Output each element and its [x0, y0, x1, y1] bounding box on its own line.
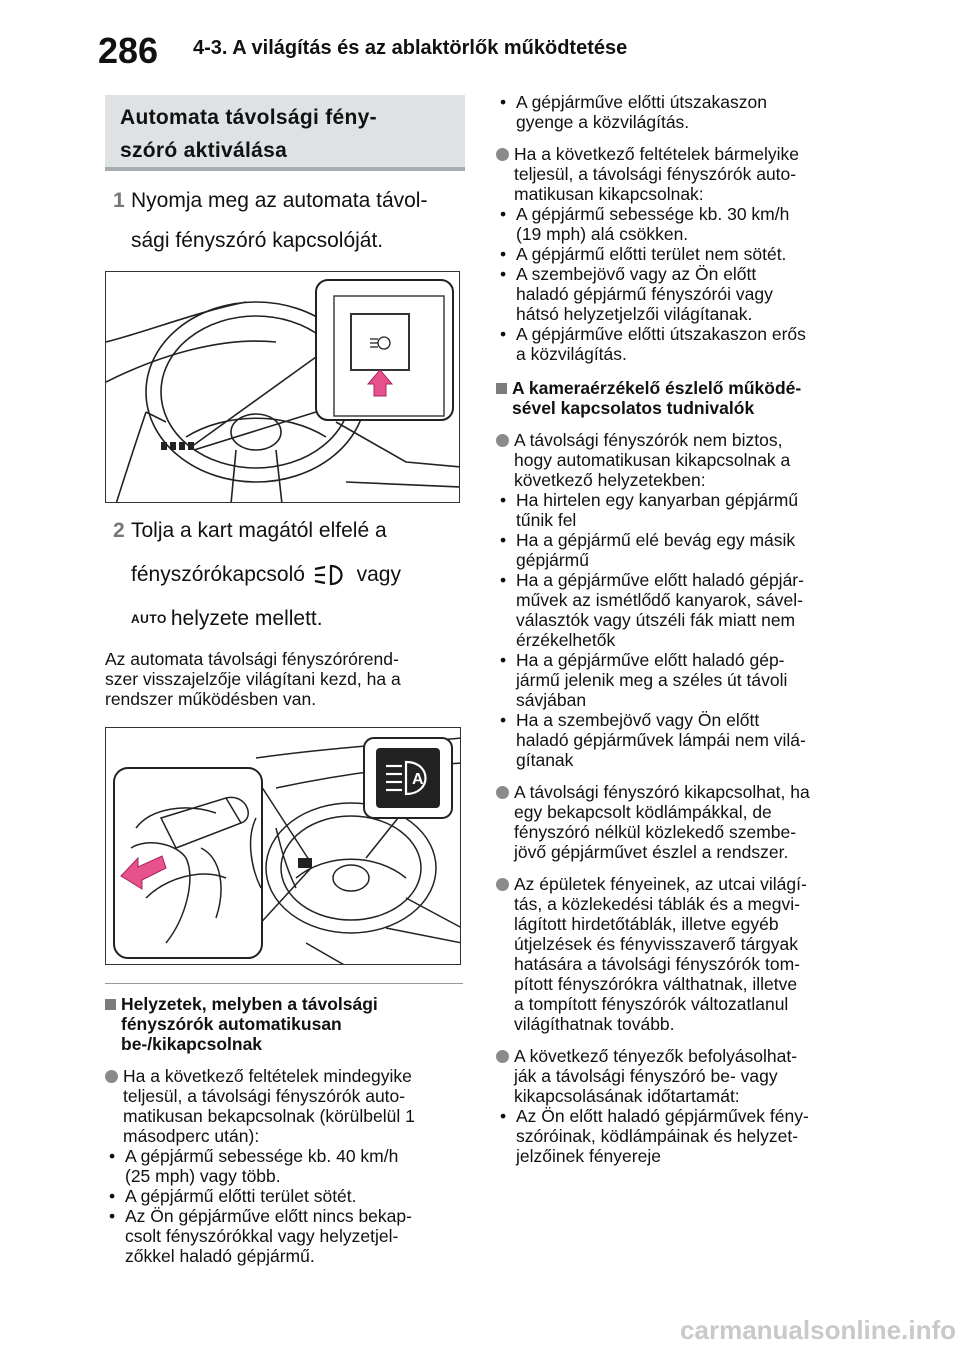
list-item: • A gépjárműve előtti útszakaszon erős a közvilágítás. [496, 324, 866, 364]
indicator-letter-a: A [412, 771, 424, 789]
right-column [496, 92, 866, 1166]
camera-paragraph-1: A távolsági fényszórók nem biztos, hogy automatikusan kikapcsolnak a következő helyzetekben: [496, 430, 866, 490]
dashboard-switch-illustration [106, 272, 460, 503]
on-conditions-list-continued [496, 92, 866, 132]
page-header [0, 0, 960, 78]
list-item: • Ha a szembejövő vagy Ön előtt haladó gépjárművek lámpái nem vilá- gítanak [496, 710, 866, 770]
indicator-paragraph: Az automata távolsági fényszórórend- szer visszajelzője világítani kezd, ha a rendszer működésben van. [105, 649, 401, 710]
on-conditions-list [105, 1146, 467, 1266]
camera-paragraph-2: A távolsági fényszóró kikapcsolhat, ha egy bekapcsolt ködlámpákkal, de fényszóró nélkül közlekedő szembe- jövő gépjárművet észlel a rendszer. [496, 782, 866, 862]
page-number: 286 [98, 30, 159, 71]
list-item: • A gépjárműve előtti útszakaszon gyenge a közvilágítás. [496, 92, 866, 132]
square-marker [105, 999, 116, 1010]
step-2 [105, 515, 467, 635]
section-divider [105, 983, 463, 984]
list-item: • Az Ön előtt haladó gépjárművek fény- szóróinak, ködlámpáinak és helyzet- jelzőinek fényereje [496, 1106, 866, 1166]
circle-bullet [496, 878, 509, 891]
camera-paragraph-4: A következő tényezők befolyásolhat- ják a távolsági fényszóró be- vagy kikapcsolásának időtartamát: [496, 1046, 866, 1106]
circle-bullet [496, 1050, 509, 1063]
section-title-line-2: szóró aktiválása [120, 139, 288, 162]
lever-indicator-illustration [106, 728, 461, 965]
list-item: • A gépjármű előtti terület nem sötét. [496, 244, 866, 264]
circle-bullet [496, 148, 509, 161]
step-number: 2 [113, 519, 125, 542]
list-item: • A szembejövő vagy az Ön előtt haladó gépjármű fényszórói vagy hátsó helyzetjelzői világítanak. [496, 264, 866, 324]
step-2-line-1: Tolja a kart magától elfelé a [131, 519, 387, 542]
camera-paragraph-3: Az épületek fényeinek, az utcai világí- tás, a közlekedési táblák és a megvi- lágított hirdetőtáblák, illetve egyéb útjelzések és fényvisszaverő tárgyak hatására a távolsági fényszórók tom- pított fényszórókra válthatnak, illetve a tompított fényszórók változatlanul világíthatnak tovább. [496, 874, 866, 1034]
section-title-box [105, 95, 465, 171]
left-column [105, 95, 467, 1266]
list-item: • A gépjármű sebessége kb. 30 km/h (19 mph) alá csökken. [496, 204, 866, 244]
list-item: • A gépjármű előtti terület sötét. [105, 1186, 467, 1206]
circle-bullet [496, 786, 509, 799]
section-title-line-1: Automata távolsági fény- [120, 106, 377, 129]
list-item: • Ha a gépjárműve előtt haladó gép- jármű jelenik meg a széles út távoli sávjában [496, 650, 866, 710]
circle-bullet [496, 434, 509, 447]
subheading-camera: A kameraérzékelő észlelő működé- sével kapcsolatos tudnivalók [496, 378, 866, 418]
list-item: • Ha a gépjárműve előtt haladó gépjár- művek az ismétlődő kanyarok, sável- választók vagy útszéli fák miatt nem érzékelhetők [496, 570, 866, 650]
square-marker [496, 383, 507, 394]
step-1-line-2: sági fényszóró kapcsolóját. [131, 229, 384, 252]
off-conditions-paragraph: Ha a következő feltételek bármelyike teljesül, a távolsági fényszórók auto- matikusan kikapcsolnak: [496, 144, 866, 204]
list-item: • A gépjármű sebessége kb. 40 km/h (25 mph) vagy több. [105, 1146, 467, 1186]
auto-high-beam-icon [311, 562, 351, 588]
camera-list-1 [496, 490, 866, 770]
step-2-line-2: fényszórókapcsoló vagy [131, 559, 467, 591]
list-item: • Ha a gépjármű elé bevág egy másik gépjármű [496, 530, 866, 570]
off-conditions-list [496, 204, 866, 364]
step-1 [105, 185, 467, 257]
chapter-title: 4-3. A világítás és az ablaktörlők működtetése [193, 37, 628, 59]
circle-bullet [105, 1070, 118, 1083]
figure-lever-indicator [105, 727, 461, 965]
auto-position-icon: AUTO [131, 612, 167, 627]
list-item: • Ha hirtelen egy kanyarban gépjármű tűnik fel [496, 490, 866, 530]
watermark: carmanualsonline.info [680, 1315, 956, 1345]
on-conditions-paragraph: Ha a következő feltételek mindegyike teljesül, a távolsági fényszórók auto- matikusan bekapcsolnak (körülbelül 1 másodperc után): [105, 1066, 467, 1146]
step-2-line-3: AUTO helyzete mellett. [131, 603, 467, 635]
step-1-line-1: Nyomja meg az automata távol- [131, 189, 428, 212]
camera-list-4 [496, 1106, 866, 1166]
list-item: • Az Ön gépjárműve előtt nincs bekap- csolt fényszórókkal vagy helyzetjel- zőkkel haladó gépjármű. [105, 1206, 467, 1266]
step-number: 1 [113, 189, 125, 212]
subheading-onoff: Helyzetek, melyben a távolsági fényszórók automatikusan be-/kikapcsolnak [105, 994, 467, 1054]
figure-switch-location [105, 271, 460, 503]
